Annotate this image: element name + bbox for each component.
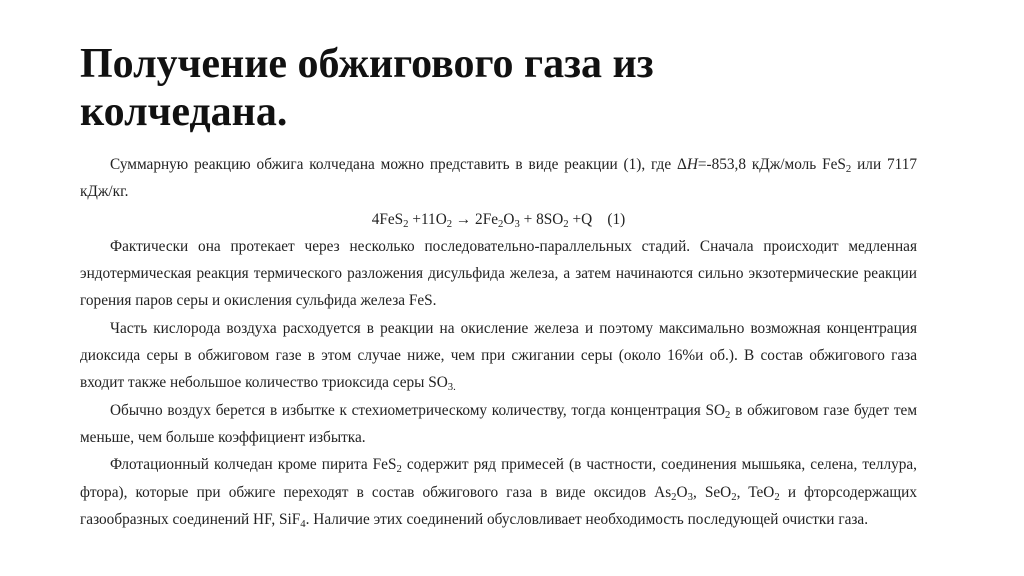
paragraph-4 xyxy=(80,397,917,452)
p5-sub-3: 3 xyxy=(687,490,693,503)
title-line-2: колчедана. xyxy=(80,89,288,135)
paragraph-1 xyxy=(80,151,917,206)
paragraph-3 xyxy=(80,315,917,397)
p5-text-b: содержит ряд примесей (в частности, соединения мышьяка, селена, теллура, фтора), которые при обжиге переходят в состав обжигового газа в виде оксидов As xyxy=(80,456,917,501)
eq-s4: 3 xyxy=(514,217,520,230)
p4-sub-1: 2 xyxy=(725,408,731,421)
p1-text-b: =-853,8 кДж/моль FeS xyxy=(697,156,846,173)
p5-text-f: и фторсодержащих газообразных соединений HF, SiF xyxy=(80,483,918,528)
p5-sub-5: 2 xyxy=(774,490,780,503)
p5-sub-4: 2 xyxy=(731,490,737,503)
eq-t5: + 8SO xyxy=(519,210,564,228)
p5-text-e: , TeO xyxy=(736,483,775,501)
eq-s1: 2 xyxy=(403,217,409,230)
p5-sub-6: 4 xyxy=(300,518,306,531)
p5-text-c: O xyxy=(676,483,688,501)
p1-enthalpy-symbol: H xyxy=(686,156,698,173)
eq-t4: O xyxy=(503,210,515,228)
p5-sub-1: 2 xyxy=(396,463,402,476)
eq-t2: +11O xyxy=(408,210,447,228)
slide-body xyxy=(80,151,917,533)
p5-text-g: . Наличие этих соединений обусловливает необходимость последующей очистки газа. xyxy=(305,510,869,528)
reaction-equation xyxy=(80,206,917,233)
p3-text-a: Часть кислорода воздуха расходуется в реакции на окисление железа и поэтому максимально возможная концентрация диоксида серы в обжиговом газе в этом случае ниже, чем при сжигании серы (около 16%и об.). В состав обжигового газа входит также небольшое количество триоксида серы SO xyxy=(80,319,917,392)
slide-title xyxy=(80,40,960,136)
eq-s5: 2 xyxy=(563,217,569,230)
title-line-1: Получение обжигового газа из xyxy=(80,41,654,87)
p1-text-a: Суммарную реакцию обжига колчедана можно представить в виде реакции (1), где Δ xyxy=(110,156,687,173)
eq-t3: → 2Fe xyxy=(452,210,499,228)
eq-s3: 2 xyxy=(498,217,504,230)
p5-text-a: Флотационный колчедан кроме пирита FeS xyxy=(110,456,397,474)
paragraph-5 xyxy=(80,451,917,533)
p4-text-b: в обжиговом газе будет тем меньше, чем больше коэффициент избытка. xyxy=(80,401,917,446)
eq-t1: 4FeS xyxy=(371,210,404,228)
eq-s2: 2 xyxy=(446,217,453,230)
p3-sub-1: 3. xyxy=(447,381,456,394)
p5-text-d: , SeO xyxy=(692,483,732,501)
p4-text-a: Обычно воздух берется в избытке к стехиометрическому количеству, тогда концентрация SO xyxy=(110,401,726,419)
p1-text-c: или 7117 кДж/кг. xyxy=(80,156,917,201)
eq-t6: +Q (1) xyxy=(568,210,626,228)
paragraph-2: Фактически она протекает через несколько последовательно-параллельных стадий. Сначала происходит медленная эндотермическая реакция термического разложения дисульфида железа, а затем начинаются сильно экзотермические реакции горения паров серы и окисления сульфида железа FeS. xyxy=(80,237,917,310)
p1-sub-1: 2 xyxy=(845,163,852,176)
p5-sub-2: 2 xyxy=(671,490,677,503)
